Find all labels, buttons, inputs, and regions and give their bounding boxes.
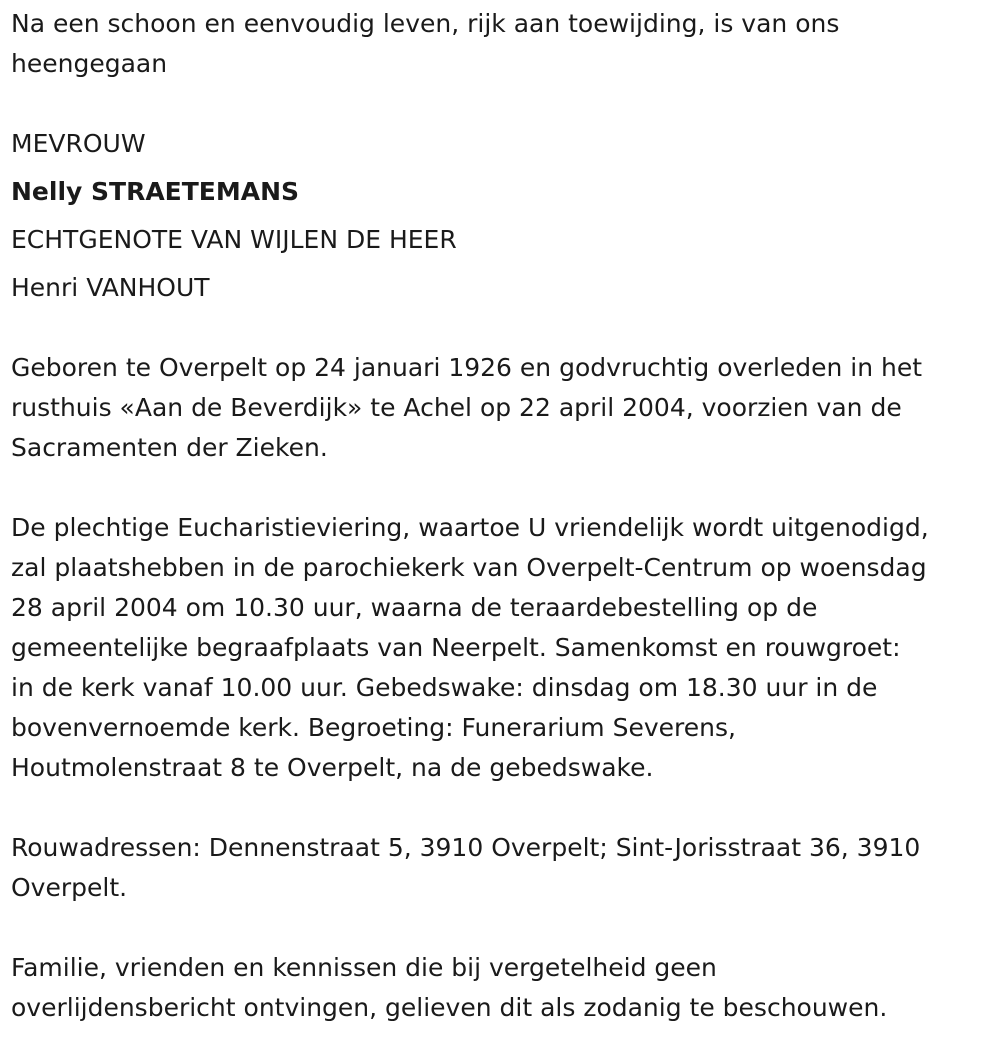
- intro-paragraph: Na een schoon en eenvoudig leven, rijk aan toewijding, is van ons heengegaan: [11, 9, 840, 78]
- deceased-name: Nelly STRAETEMANS: [11, 177, 300, 206]
- spacer: [11, 308, 1000, 348]
- addresses-paragraph: Rouwadressen: Dennenstraat 5, 3910 Overpelt; Sint-Jorisstraat 36, 3910 Overpelt.: [11, 833, 921, 902]
- spacer: [11, 212, 1000, 220]
- birth-death-paragraph: Geboren te Overpelt op 24 januari 1926 en godvruchtig overleden in het rusthuis «Aan de Beverdijk» te Achel op 22 april 2004, voorzien van de Sacramenten der Zieken.: [11, 353, 923, 462]
- spacer: [11, 908, 1000, 948]
- spouse-name: Henri VANHOUT: [11, 273, 210, 302]
- spacer: [11, 260, 1000, 268]
- spacer: [11, 164, 1000, 172]
- ceremony-paragraph: De plechtige Eucharistieviering, waartoe U vriendelijk wordt uitgenodigd, zal plaatshebben in de parochiekerk van Overpelt-Centrum op woensdag 28 april 2004 om 10.30 uur, waarna de teraardebestelling op de gemeentelijke begraafplaats van Neerpelt. Samenkomst en rouwgroet: in de kerk vanaf 10.00 uur. Gebedswake: dinsdag om 18.30 uur in de bovenvernoemde kerk. Begroeting: Funerarium Severens, Houtmolenstraat 8 te Overpelt, na de gebedswake.: [11, 513, 929, 782]
- spacer: [11, 468, 1000, 508]
- spacer: [11, 788, 1000, 828]
- relation-line: ECHTGENOTE VAN WIJLEN DE HEER: [11, 225, 457, 254]
- honorific-title: MEVROUW: [11, 129, 146, 158]
- closing-paragraph: Familie, vrienden en kennissen die bij vergetelheid geen overlijdensbericht ontvingen, gelieven dit als zodanig te beschouwen.: [11, 953, 888, 1022]
- spacer: [11, 84, 1000, 124]
